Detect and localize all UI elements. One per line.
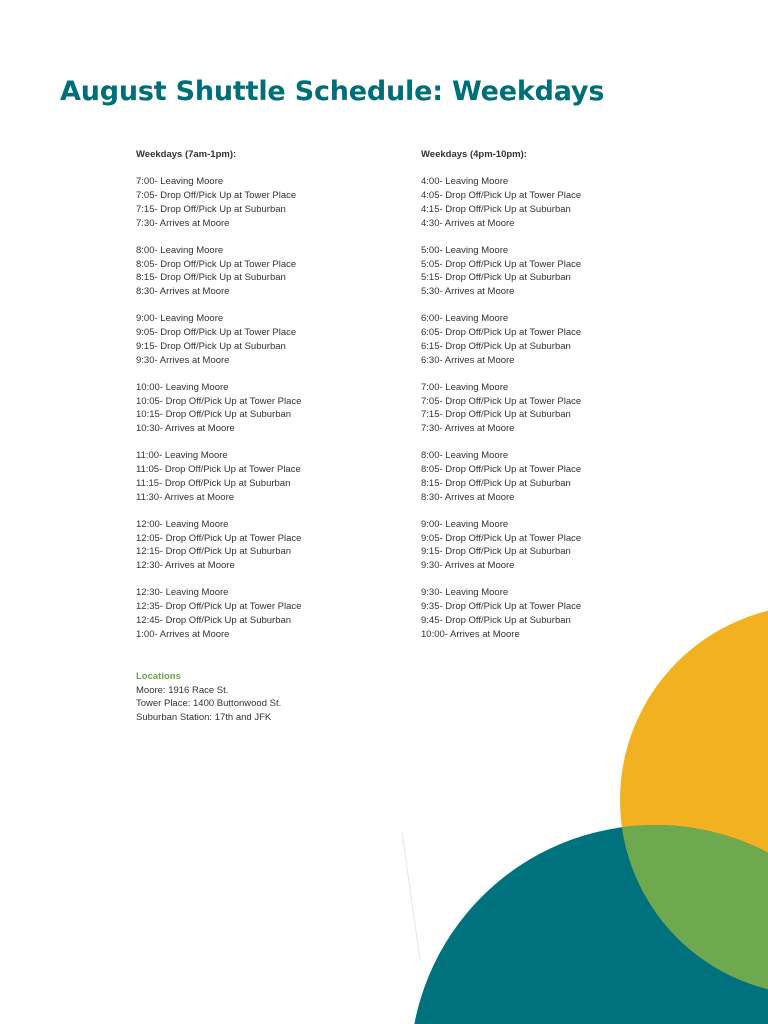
- schedule-line: 9:30- Arrives at Moore: [136, 354, 230, 366]
- schedule-line: 9:45- Drop Off/Pick Up at Suburban: [421, 614, 571, 626]
- schedule-line: 6:05- Drop Off/Pick Up at Tower Place: [421, 327, 582, 339]
- schedule-line: 12:05- Drop Off/Pick Up at Tower Place: [136, 532, 302, 544]
- schedule-line: 5:05- Drop Off/Pick Up at Tower Place: [421, 258, 582, 270]
- schedule-line: 10:00- Arrives at Moore: [421, 628, 520, 640]
- morning-schedule-heading: Weekdays (7am-1pm):: [136, 149, 237, 160]
- schedule-line: 4:15- Drop Off/Pick Up at Suburban: [421, 203, 571, 215]
- schedule-line: 9:15- Drop Off/Pick Up at Suburban: [136, 340, 286, 352]
- location-line: Suburban Station: 17th and JFK: [136, 712, 272, 724]
- schedule-line: 6:00- Leaving Moore: [421, 313, 509, 325]
- schedule-line: 8:05- Drop Off/Pick Up at Tower Place: [421, 464, 582, 476]
- schedule-line: 9:35- Drop Off/Pick Up at Tower Place: [421, 601, 582, 613]
- schedule-line: 9:15- Drop Off/Pick Up at Suburban: [421, 546, 571, 558]
- schedule-line: 7:00- Leaving Moore: [421, 381, 509, 393]
- schedule-line: 4:05- Drop Off/Pick Up at Tower Place: [421, 190, 582, 202]
- schedule-line: 7:15- Drop Off/Pick Up at Suburban: [421, 409, 571, 421]
- location-line: Tower Place: 1400 Buttonwood St.: [136, 698, 282, 710]
- schedule-line: 7:30- Arrives at Moore: [421, 423, 515, 434]
- schedule-line: 10:30- Arrives at Moore: [136, 423, 235, 434]
- schedule-line: 11:30- Arrives at Moore: [136, 491, 235, 503]
- schedule-line: 4:00- Leaving Moore: [421, 176, 509, 188]
- schedule-line: 7:05- Drop Off/Pick Up at Tower Place: [421, 395, 582, 407]
- schedule-line: 9:00- Leaving Moore: [421, 518, 509, 530]
- locations-heading: Locations: [136, 671, 181, 682]
- schedule-line: 10:00- Leaving Moore: [136, 381, 229, 393]
- schedule-line: 12:30- Arrives at Moore: [136, 560, 235, 571]
- schedule-line: 7:05- Drop Off/Pick Up at Tower Place: [136, 190, 297, 202]
- schedule-line: 5:00- Leaving Moore: [421, 244, 509, 256]
- schedule-line: 6:30- Arrives at Moore: [421, 354, 515, 366]
- schedule-line: 4:30- Arrives at Moore: [421, 217, 515, 229]
- evening-schedule-heading: Weekdays (4pm-10pm):: [421, 149, 527, 160]
- schedule-line: 11:15- Drop Off/Pick Up at Suburban: [136, 477, 291, 489]
- schedule-line: 6:15- Drop Off/Pick Up at Suburban: [421, 340, 571, 352]
- schedule-line: 12:30- Leaving Moore: [136, 587, 229, 599]
- faint-divider-line: [402, 832, 420, 960]
- schedule-line: 8:15- Drop Off/Pick Up at Suburban: [136, 272, 286, 284]
- schedule-line: 12:15- Drop Off/Pick Up at Suburban: [136, 546, 292, 558]
- schedule-line: 5:15- Drop Off/Pick Up at Suburban: [421, 272, 571, 284]
- schedule-line: 12:00- Leaving Moore: [136, 518, 229, 530]
- schedule-line: 8:00- Leaving Moore: [136, 244, 224, 256]
- schedule-line: 10:15- Drop Off/Pick Up at Suburban: [136, 409, 292, 421]
- schedule-line: 12:45- Drop Off/Pick Up at Suburban: [136, 614, 292, 626]
- schedule-line: 8:05- Drop Off/Pick Up at Tower Place: [136, 258, 297, 270]
- schedule-line: 9:05- Drop Off/Pick Up at Tower Place: [136, 327, 297, 339]
- schedule-line: 5:30- Arrives at Moore: [421, 286, 515, 297]
- schedule-line: 7:00- Leaving Moore: [136, 176, 224, 188]
- schedule-line: 7:15- Drop Off/Pick Up at Suburban: [136, 203, 286, 215]
- schedule-line: 9:30- Arrives at Moore: [421, 560, 515, 571]
- schedule-line: 10:05- Drop Off/Pick Up at Tower Place: [136, 395, 302, 407]
- schedule-line: 8:30- Arrives at Moore: [421, 491, 515, 503]
- schedule-line: 1:00- Arrives at Moore: [136, 628, 230, 640]
- schedule-line: 11:00- Leaving Moore: [136, 450, 228, 462]
- schedule-line: 7:30- Arrives at Moore: [136, 217, 230, 229]
- schedule-line: 8:15- Drop Off/Pick Up at Suburban: [421, 477, 571, 489]
- schedule-line: 8:00- Leaving Moore: [421, 450, 509, 462]
- location-line: Moore: 1916 Race St.: [136, 684, 229, 696]
- schedule-line: 9:00- Leaving Moore: [136, 313, 224, 325]
- page-title: August Shuttle Schedule: Weekdays: [60, 76, 605, 107]
- schedule-line: 9:05- Drop Off/Pick Up at Tower Place: [421, 532, 582, 544]
- schedule-line: 9:30- Leaving Moore: [421, 587, 509, 599]
- schedule-line: 12:35- Drop Off/Pick Up at Tower Place: [136, 601, 302, 613]
- schedule-line: 11:05- Drop Off/Pick Up at Tower Place: [136, 464, 301, 476]
- schedule-line: 8:30- Arrives at Moore: [136, 286, 230, 297]
